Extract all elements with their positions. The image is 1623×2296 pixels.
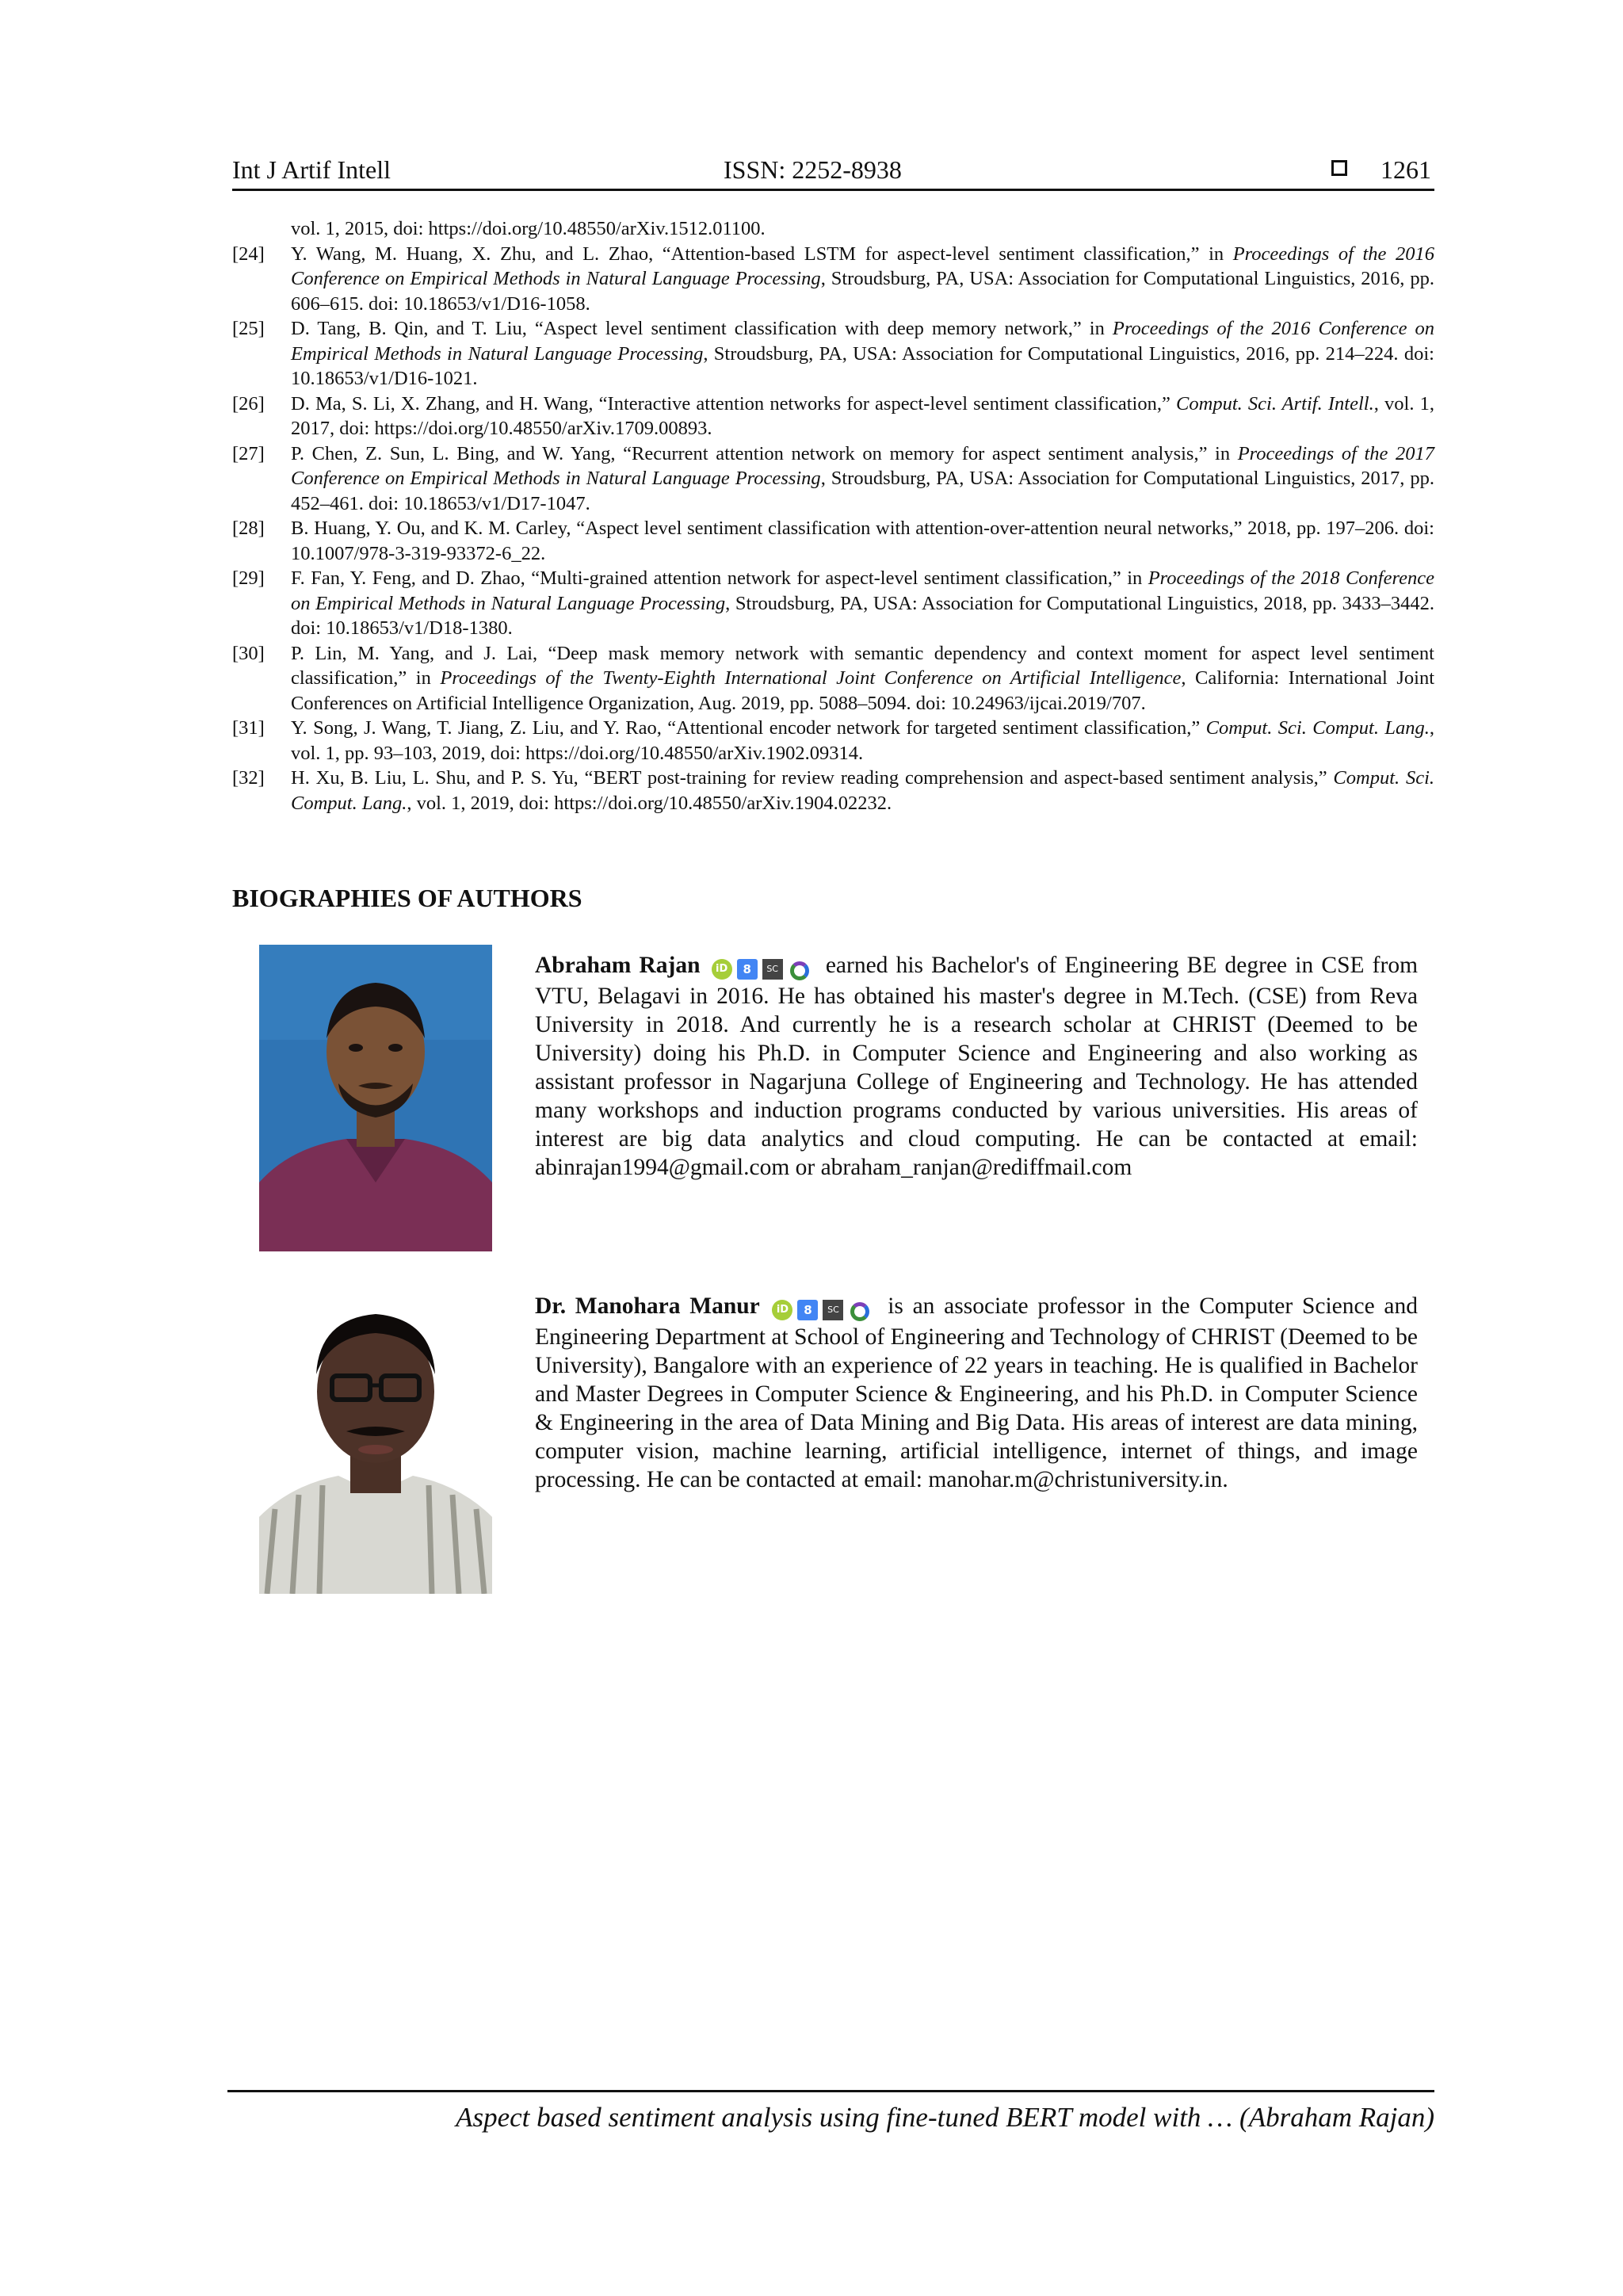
author-profile-icons <box>712 953 813 982</box>
reference-venue: Proceedings of the 2018 Conference on Empirical Methods in Natural Language Processing <box>291 567 1434 614</box>
running-title: Aspect based sentiment analysis using fine-tuned BERT model with … (Abraham Rajan) <box>456 2102 1434 2133</box>
scopus-icon[interactable]: SC <box>823 1300 843 1320</box>
header-rule <box>232 189 1434 191</box>
reference-venue: Proceedings of the 2016 Conference on Empirical Methods in Natural Language Processing <box>291 318 1434 365</box>
author-photo <box>259 945 492 1251</box>
reference-text <box>291 641 1434 716</box>
reference-number: [26] <box>232 392 265 415</box>
reference-text <box>291 392 1434 441</box>
reference-text <box>291 766 1434 816</box>
biographies-heading: BIOGRAPHIES OF AUTHORS <box>232 884 582 912</box>
author-profile-icons <box>772 1294 873 1323</box>
reference-list <box>232 216 1434 816</box>
reference-number: [30] <box>232 642 265 664</box>
reference-item <box>232 766 1434 816</box>
reference-segment: , Stroudsburg, PA, USA: Association for Computational Linguistics, 2017, pp. 452–461. doi: 10.18653/v1/D17-1047. <box>291 468 1434 514</box>
reference-venue: Comput. Sci. Artif. Intell. <box>1176 392 1374 415</box>
issn: ISSN: 2252-8938 <box>724 155 902 184</box>
reference-segment: , Stroudsburg, PA, USA: Association for Computational Linguistics, 2018, pp. 3433–3442. doi: 10.18653/v1/D18-1380. <box>291 592 1435 639</box>
orcid-icon[interactable]: iD <box>712 959 732 980</box>
author-photo <box>259 1287 492 1594</box>
reference-item <box>232 441 1434 517</box>
reference-number: [25] <box>232 318 265 339</box>
footer-rule <box>227 2090 1434 2092</box>
reference-number: [24] <box>232 243 265 265</box>
reference-segment: , Stroudsburg, PA, USA: Association for Computational Linguistics, 2016, pp. 214–224. doi: 10.18653/v1/D16-1021. <box>291 342 1434 389</box>
reference-venue: Comput. Sci. Comput. Lang. <box>291 767 1434 814</box>
author-bio-text <box>535 951 1418 1182</box>
author-bio-body: earned his Bachelor's of Engineering BE degree in CSE from VTU, Belagavi in 2016. He has obtained his master's degree in M.Tech. (CSE) from Reva University in 2018. And currently he is a research scholar at CHRIST (Deemed to be University) doing his Ph.D. in Computer Science and Engineering and also working as assistant professor in Nagarjuna College of Engineering and Technology. He has attended many workshops and induction programs conducted by various universities. His areas of interest are big data analytics and cloud computing. He can be contacted at email: abinrajan1994@gmail.com or abraham_ranjan@rediffmail.com <box>535 953 1419 1180</box>
reference-text <box>291 716 1434 766</box>
author-name: Dr. Manohara Manur <box>535 1293 760 1319</box>
reference-segment: , vol. 1, 2017, doi: https://doi.org/10.48550/arXiv.1709.00893. <box>291 392 1434 439</box>
reference-text <box>291 566 1434 641</box>
publons-icon[interactable] <box>848 1300 869 1320</box>
reference-item <box>232 641 1434 716</box>
reference-segment: P. Lin, M. Yang, and J. Lai, “Deep mask memory network with semantic dependency and context moment for aspect level sentiment classification,” in <box>291 642 1434 689</box>
reference-segment: P. Chen, Z. Sun, L. Bing, and W. Yang, “Recurrent attention network on memory for aspect sentiment analysis,” in <box>291 442 1238 464</box>
reference-venue: Proceedings of the Twenty-Eighth International Joint Conference on Artificial Intelligence <box>440 667 1182 689</box>
reference-segment: F. Fan, Y. Feng, and D. Zhao, “Multi-grained attention network for aspect-level sentiment classification,” in <box>291 567 1148 589</box>
google-scholar-icon[interactable]: 8 <box>797 1300 818 1320</box>
journal-name: Int J Artif Intell <box>232 155 391 184</box>
reference-segment: Y. Song, J. Wang, T. Jiang, Z. Liu, and Y. Rao, “Attentional encoder network for targeted sentiment classification,” <box>291 717 1206 739</box>
reference-segment: , vol. 1, pp. 93–103, 2019, doi: https://doi.org/10.48550/arXiv.1902.09314. <box>291 717 1434 764</box>
author-bio-body: is an associate professor in the Computer Science and Engineering Department at School of Engineering and Technology of CHRIST (Deemed to be University), Bangalore with an experience of 22 years in teaching. He is qualified in Bachelor and Master Degrees in Computer Science & Engineering, and his Ph.D. in Computer Science & Engineering in the area of Data Mining and Big Data. His areas of interest are data mining, computer vision, machine learning, artificial intelligence, internet of things, and image processing. He can be contacted at email: manohar.m@christuniversity.in. <box>535 1293 1418 1492</box>
author-bio-text <box>535 1292 1418 1494</box>
checkbox-square-icon <box>1331 160 1347 176</box>
reference-number: [28] <box>232 518 265 539</box>
reference-item <box>232 516 1434 566</box>
publons-icon[interactable] <box>788 959 808 980</box>
page-header <box>232 155 1434 190</box>
reference-segment: , vol. 1, 2019, doi: https://doi.org/10.48550/arXiv.1904.02232. <box>407 792 892 814</box>
reference-item <box>232 392 1434 441</box>
reference-text <box>291 242 1434 317</box>
reference-segment: H. Xu, B. Liu, L. Shu, and P. S. Yu, “BERT post-training for review reading comprehension and aspect-based sentiment analysis,” <box>291 767 1334 789</box>
scopus-icon[interactable]: SC <box>762 959 783 980</box>
reference-segment: , California: International Joint Conferences on Artificial Intelligence Organization, Aug. 2019, pp. 5088–5094. doi: 10.24963/ijcai.2019/707. <box>291 667 1434 714</box>
page-number: 1261 <box>1381 155 1431 184</box>
reference-text <box>291 441 1434 517</box>
reference-text <box>291 316 1434 392</box>
reference-number: [29] <box>232 567 265 589</box>
reference-text <box>291 516 1434 566</box>
reference-item <box>232 316 1434 392</box>
author-name: Abraham Rajan <box>535 953 701 978</box>
reference-number: [27] <box>232 442 265 464</box>
reference-segment: , Stroudsburg, PA, USA: Association for Computational Linguistics, 2016, pp. 606–615. doi: 10.18653/v1/D16-1058. <box>291 268 1434 315</box>
reference-item <box>232 216 1434 242</box>
reference-item <box>232 242 1434 317</box>
reference-segment: B. Huang, Y. Ou, and K. M. Carley, “Aspect level sentiment classification with attention-over-attention neural networks,” 2018, pp. 197–206. doi: 10.1007/978-3-319-93372-6_22. <box>291 518 1434 564</box>
reference-segment: vol. 1, 2015, doi: https://doi.org/10.48550/arXiv.1512.01100. <box>291 218 766 239</box>
reference-segment: D. Tang, B. Qin, and T. Liu, “Aspect level sentiment classification with deep memory network,” in <box>291 318 1113 339</box>
reference-segment: Y. Wang, M. Huang, X. Zhu, and L. Zhao, “Attention-based LSTM for aspect-level sentiment classification,” in <box>291 243 1233 265</box>
reference-venue: Proceedings of the 2016 Conference on Empirical Methods in Natural Language Processing <box>291 243 1434 289</box>
orcid-icon[interactable]: iD <box>772 1300 792 1320</box>
google-scholar-icon[interactable]: 8 <box>737 959 758 980</box>
reference-item <box>232 716 1434 766</box>
reference-number: [31] <box>232 717 265 739</box>
reference-venue: Proceedings of the 2017 Conference on Empirical Methods in Natural Language Processing <box>291 442 1434 489</box>
reference-venue: Comput. Sci. Comput. Lang. <box>1205 717 1430 739</box>
reference-item <box>232 566 1434 641</box>
reference-number: [32] <box>232 767 265 789</box>
reference-text <box>291 216 1434 242</box>
reference-segment: D. Ma, S. Li, X. Zhang, and H. Wang, “Interactive attention networks for aspect-level sentiment classification,” <box>291 392 1177 415</box>
